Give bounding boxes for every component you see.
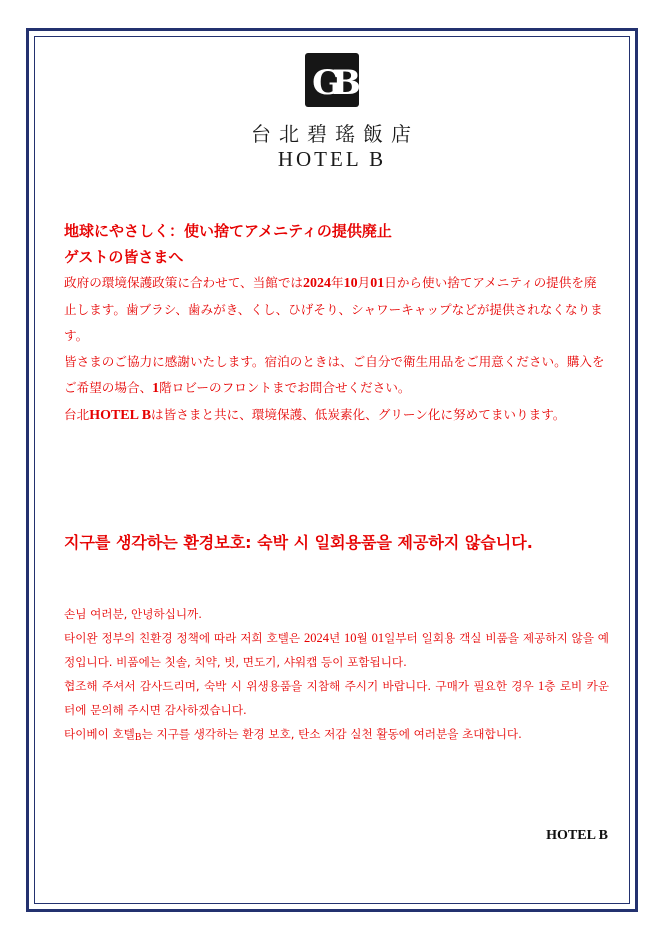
korean-notice <box>64 602 609 746</box>
japanese-floor: 1 <box>152 381 160 396</box>
korean-hotel-letter: B <box>134 732 142 743</box>
japanese-paragraph-2: 皆さまのご協力に感謝いたします。宿泊のときは、ご自分で衛生用品をご用意ください。購入をご希望の場合、1階ロビーのフロントまでお問合せください。 <box>64 354 605 396</box>
japanese-paragraph-3: 台北HOTEL Bは皆さまと共に、環境保護、低炭素化、グリーン化に努めてまいります。 <box>64 407 566 423</box>
korean-paragraph-3: 타이베이 호텔$_B$는 지구를 생각하는 환경 보호, 탄소 저감 실천 활동에 여러분을 초대합니다. <box>64 727 522 743</box>
korean-year: 2024 <box>303 631 329 645</box>
japanese-month: 10 <box>343 276 358 291</box>
japanese-notice <box>64 218 609 429</box>
hotel-name-english: HOTEL B <box>277 147 387 171</box>
japanese-title: 地球にやさしく：使い捨てアメニティの提供廃止 <box>64 222 392 240</box>
korean-title: 지구를 생각하는 환경보호: 숙박 시 일회용품을 제공하지 않습니다. <box>64 533 533 552</box>
signature: HOTEL B <box>546 828 608 843</box>
korean-paragraph-2: 협조해 주셔서 감사드리며, 숙박 시 위생용품을 지참해 주시기 바랍니다. 구매가 필요한 경우 1층 로비 카운터에 문의해 주시면 감사하겠습니다. <box>64 679 609 717</box>
japanese-paragraph-1: 政府の環境保護政策に合わせて、当館では2024年10月01日から使い捨てアメニティの提供を廃止します。歯ブラシ、歯みがき、くし、ひげそり、シャワーキャップなどが提供されなくなります。 <box>64 275 603 343</box>
japanese-day: 01 <box>370 276 385 291</box>
japanese-hotel-name: HOTEL B <box>89 408 152 423</box>
korean-floor: 1 <box>538 679 545 693</box>
logo-monogram-text: GB <box>312 63 352 103</box>
korean-month: 10 <box>344 631 357 645</box>
korean-paragraph-1: 타이완 정부의 친환경 정책에 따라 저희 호텔은 2024년 10월 01일부터 일회용 객실 비품을 제공하지 않을 예정입니다. 비품에는 칫솔, 치약, 빗, 면도기, 샤워캡 등이 포함됩니다. <box>64 631 610 669</box>
korean-greeting: 손님 여러분, 안녕하십니까. <box>64 607 202 621</box>
hotel-name-chinese: 台北碧瑤飯店 <box>251 122 419 146</box>
japanese-year: 2024 <box>303 276 332 291</box>
korean-day: 01 <box>371 631 385 645</box>
hotel-b-monogram-icon <box>305 53 359 107</box>
japanese-greeting: ゲストの皆さまへ <box>64 248 184 266</box>
